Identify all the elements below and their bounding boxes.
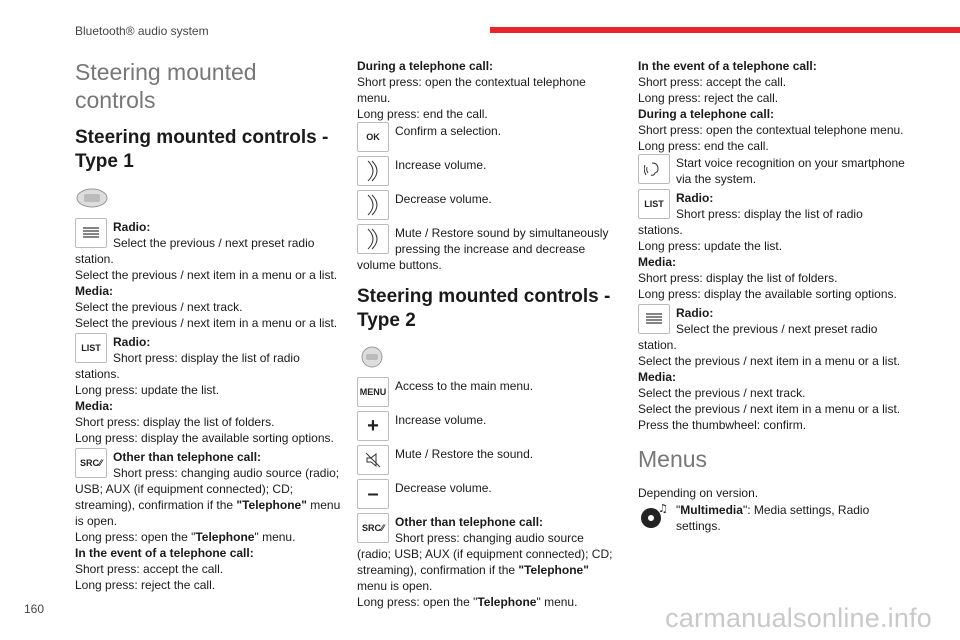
text-line: menu is open. [357,579,433,593]
menu-block [357,377,619,409]
text-line: Select the previous / next item in a menu or a list. [75,316,338,330]
text-line: Short press: accept the call. [638,75,787,89]
text-line: Long press: open the " [75,530,196,544]
telephone-ref: "Telephone" [518,563,589,577]
text-line: Long press: reject the call. [75,578,216,592]
steering-wheel-icon [357,345,391,369]
text-line: Short press: display the list of folders. [638,271,838,285]
label-media: Media: [75,399,114,413]
text-line: Long press: end the call. [357,107,488,121]
src-icon: SRC ⁄⁄ [357,513,389,543]
text-line: " [676,503,681,517]
text-line: Long press: end the call. [638,139,769,153]
column-2 [357,58,619,612]
mute2-block [357,445,619,477]
text-line: menu is open. [75,498,341,528]
text-line: Decrease volume. [395,481,492,495]
text-line: Long press: update the list. [638,239,783,253]
text-line: Short press: open the contextual telephone menu. [357,75,586,105]
decrease-block [357,190,619,222]
label-radio: Radio: [113,220,151,234]
text-line: Increase volume. [395,158,487,172]
volume-wheel-up-icon [357,156,389,186]
voice-recognition-icon [638,154,670,184]
text-line: Select the previous / next track. [75,300,243,314]
label-media: Media: [638,255,677,269]
decrease2-block [357,479,619,511]
text-line: Short press: display the list of radio stations. [75,351,300,381]
steering-wheel-icon [75,186,109,210]
list-block [75,333,343,446]
menu-icon: MENU [357,377,389,407]
label-media: Media: [75,284,114,298]
text-line: Long press: display the available sorting options. [75,431,334,445]
label-during-call: During a telephone call: [638,107,775,121]
text-line: Short press: changing audio source (radio; USB; AUX (if equipment connected); CD; streaming), confirmation if the [75,466,340,512]
label-in-call: In the event of a telephone call: [638,59,817,73]
text-line: Long press: open the " [357,595,478,609]
mute-block [357,224,619,273]
text-line: Depending on version. [638,486,759,500]
label-radio: Radio: [676,191,714,205]
list3-block [638,189,908,302]
label-in-call: In the event of a telephone call: [75,546,254,560]
text-line: Mute / Restore sound by simultaneously pressing the increase and decrease volume buttons. [357,226,609,272]
increase2-block [357,411,619,443]
text-line: Short press: accept the call. [75,562,224,576]
svg-text:♫: ♫ [658,502,668,515]
text-line: Short press: display the list of radio stations. [638,207,863,237]
label-other-than-call: Other than telephone call: [395,515,544,529]
text-line: Select the previous / next track. [638,386,806,400]
src-block [75,448,343,593]
volume-wheel-mute-icon [357,224,389,254]
header-accent-bar [490,27,960,33]
header-title: Bluetooth® audio system [75,24,209,38]
list-icon: LIST [638,189,670,219]
ok-icon: OK [357,122,389,152]
text-line: Select the previous / next preset radio station. [638,322,878,352]
text-line: Start voice recognition on your smartphone via the system. [676,156,905,186]
column-1 [75,58,343,595]
text-line: Long press: display the available sorting options. [638,287,897,301]
label-during-call: During a telephone call: [357,59,494,73]
label-radio: Radio: [113,335,151,349]
text-line: Select the previous / next item in a menu or a list. [638,354,901,368]
text-line: Select the previous / next preset radio station. [75,236,315,266]
src2-block [357,513,619,610]
text-line: Increase volume. [395,413,487,427]
thumbwheel-block [75,218,343,331]
text-line: Long press: reject the call. [638,91,779,105]
telephone-ref: Telephone [195,530,255,544]
text-line: Confirm a selection. [395,124,502,138]
list-icon: LIST [75,333,107,363]
volume-wheel-down-icon [357,190,389,220]
thumbwheel3-block [638,304,908,433]
speaker-mute-icon [357,445,389,475]
label-media: Media: [638,370,677,384]
text-line: " menu. [536,595,578,609]
multimedia-block [638,501,908,534]
menus-title: Menus [638,446,708,472]
multimedia-ref: Multimedia [680,503,743,517]
text-line: Select the previous / next item in a menu or a list. [638,402,901,416]
src-icon-label: SRC [79,458,99,468]
telephone-ref: "Telephone" [236,498,307,512]
watermark: carmanualsonline.info [665,603,932,633]
telephone-ref: Telephone [477,595,537,609]
text-line: Short press: display the list of folders. [75,415,275,429]
type2-title: Steering mounted controls - Type 2 [357,286,611,331]
column-3 [638,58,908,536]
src-icon: SRC ⁄⁄ [75,448,107,478]
label-radio: Radio: [676,306,714,320]
text-line: Select the previous / next item in a menu or a list. [75,268,338,282]
thumbwheel-icon [75,218,107,248]
voice-block [638,154,908,187]
text-line: Short press: open the contextual telephone menu. [638,123,904,137]
text-line: Mute / Restore the sound. [395,447,534,461]
text-line: Short press: changing audio source (radio; USB; AUX (if equipment connected); CD; streaming), confirmation if the [357,531,613,577]
minus-icon: – [357,479,389,509]
increase-block [357,156,619,188]
text-line: Decrease volume. [395,192,492,206]
ok-block [357,122,619,154]
plus-icon: + [357,411,389,441]
text-line: ": Media settings, Radio settings. [676,503,870,533]
text-line: Long press: update the list. [75,383,220,397]
label-other-than-call: Other than telephone call: [113,450,262,464]
type1-title: Steering mounted controls - Type 1 [75,127,329,172]
multimedia-icon [638,501,670,531]
page-number: 160 [24,602,45,616]
src-icon-label: SRC [361,523,381,533]
section-title: Steering mounted controls [75,59,257,113]
text-line: " menu. [254,530,296,544]
thumbwheel-icon [638,304,670,334]
text-line: Access to the main menu. [395,379,534,393]
text-line: Press the thumbwheel: confirm. [638,418,807,432]
